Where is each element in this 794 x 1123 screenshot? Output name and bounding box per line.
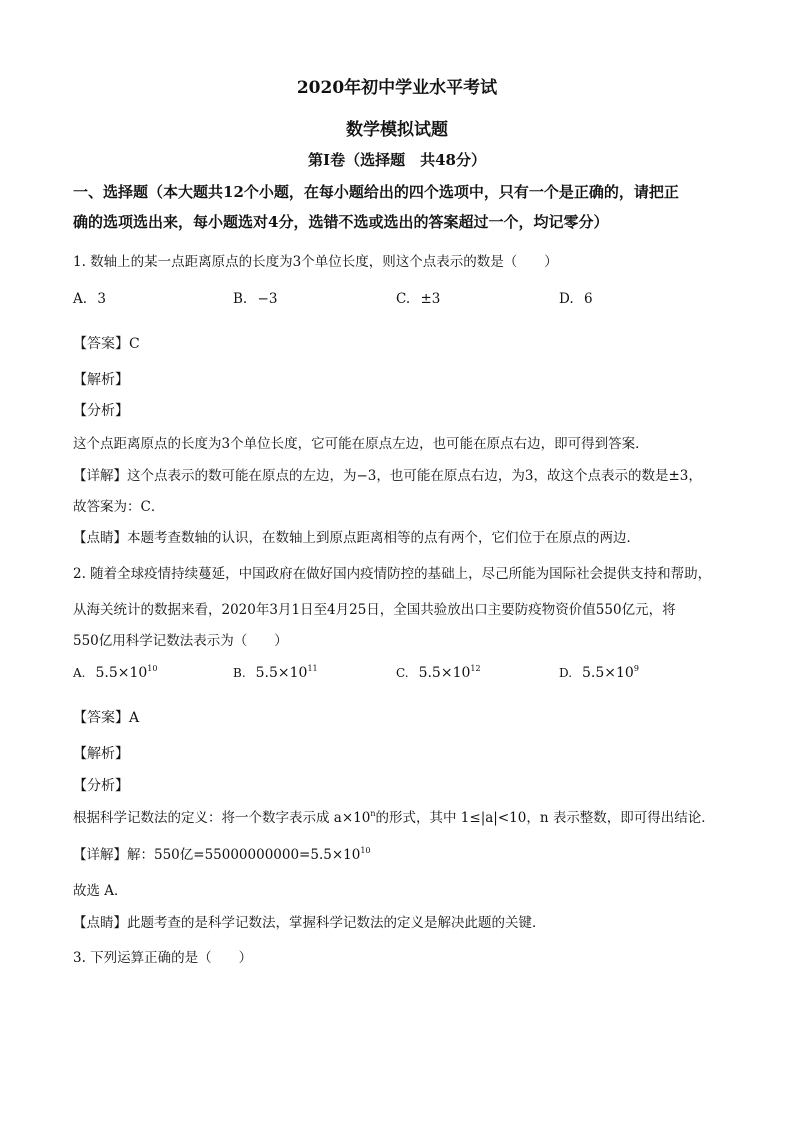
question-1-option-b: [233, 291, 277, 307]
xiangjie-text: 这个点表示的数可能在原点的左边，为−3，也可能在原点右边，为3，故这个点表示的数是±3，: [127, 468, 702, 484]
option-exponent: 10: [147, 664, 158, 673]
question-1-xiangjie: [73, 464, 702, 484]
option-exponent: 9: [633, 664, 639, 673]
exam-title: 2020年初中学业水平考试: [296, 78, 498, 98]
option-value: 6: [583, 291, 593, 307]
answer-value: A: [129, 710, 140, 726]
option-base: 5.5×10: [255, 665, 308, 681]
option-exponent: 11: [307, 664, 318, 673]
fenxi-post: 的形式，其中 1≤|a|<10，n 表示整数，即可得出结论．: [375, 810, 715, 826]
question-1-fenxi: 这个点距离原点的长度为3个单位长度，它可能在原点左边，也可能在原点右边，即可得到答案．: [73, 436, 649, 452]
question-1-dianjing: [73, 526, 640, 546]
question-1-stem: 1. 数轴上的某一点距离原点的长度为3个单位长度，则这个点表示的数是（ ）: [73, 254, 558, 270]
answer-tag: 【答案】: [73, 336, 129, 352]
question-2-option-a: [73, 665, 157, 681]
xiangjie-tag: 【详解】: [73, 847, 127, 863]
option-exponent: 12: [470, 664, 481, 673]
question-2-fenxi-tag: 【分析】: [73, 778, 129, 794]
option-letter: D.: [559, 666, 573, 680]
question-2-dianjing: [73, 911, 546, 931]
option-letter: C.: [396, 666, 409, 680]
option-base: 5.5×10: [95, 665, 148, 681]
question-1-option-d: [559, 291, 593, 307]
option-letter: A.: [73, 666, 86, 680]
question-2-xiangjie-conclusion: 故选 A．: [73, 883, 128, 899]
section-instruction-line2: 确的选项选出来，每小题选对4分，选错不选或选出的答案超过一个，均记零分）: [73, 213, 609, 231]
question-1-option-a: [73, 291, 106, 307]
xiangjie-text: 解：550亿=55000000000=5.5×10: [127, 847, 361, 863]
option-base: 5.5×10: [582, 665, 634, 681]
question-1-jiexi-tag: 【解析】: [73, 372, 129, 388]
question-1-answer: [73, 333, 140, 353]
xiangjie-tag: 【详解】: [73, 468, 127, 484]
option-letter: A.: [73, 291, 88, 307]
question-1-option-c: [396, 291, 440, 307]
answer-value: C: [129, 336, 140, 352]
section-instruction-line1: 一、选择题（本大题共12个小题，在每小题给出的四个选项中，只有一个是正确的，请把正: [73, 183, 679, 201]
dianjing-tag: 【点睛】: [73, 530, 127, 546]
fenxi-pre: 根据科学记数法的定义：将一个数字表示成 a×10: [73, 810, 371, 826]
option-letter: B.: [233, 666, 246, 680]
question-2-stem-line2: 从海关统计的数据来看，2020年3月1日至4月25日，全国共验放出口主要防疫物资价值550亿元，将: [73, 602, 676, 618]
option-value: −3: [257, 291, 278, 307]
dianjing-tag: 【点睛】: [73, 915, 127, 931]
question-2-stem-line1: 2. 随着全球疫情持续蔓延，中国政府在做好国内疫情防控的基础上，尽己所能为国际社会提供支持和帮助，: [73, 566, 712, 582]
question-2-option-b: [233, 665, 318, 681]
question-2-option-d: [559, 665, 639, 681]
option-letter: D.: [559, 291, 574, 307]
question-3-stem: 3. 下列运算正确的是（ ）: [73, 950, 253, 966]
question-2-answer: [73, 707, 139, 727]
question-2-xiangjie: [73, 843, 371, 863]
xiangjie-sup: 10: [360, 846, 371, 855]
option-base: 5.5×10: [418, 665, 471, 681]
question-1-xiangjie-conclusion: 故答案为：C．: [73, 499, 165, 515]
option-letter: C.: [396, 291, 411, 307]
question-2-jiexi-tag: 【解析】: [73, 746, 129, 762]
option-value: ±3: [420, 291, 441, 307]
part-heading: 第Ⅰ卷（选择题 共48分）: [308, 151, 486, 169]
fenxi-sup: n: [370, 809, 376, 818]
exam-subtitle: 数学模拟试题: [346, 120, 448, 140]
question-2-stem-line3: 550亿用科学记数法表示为（ ）: [73, 633, 288, 649]
dianjing-text: 此题考查的是科学记数法，掌握科学记数法的定义是解决此题的关键．: [127, 915, 546, 931]
question-2-option-c: [396, 665, 481, 681]
answer-tag: 【答案】: [73, 710, 129, 726]
option-letter: B.: [233, 291, 248, 307]
dianjing-text: 本题考查数轴的认识，在数轴上到原点距离相等的点有两个，它们位于在原点的两边．: [127, 530, 640, 546]
option-value: 3: [97, 291, 106, 307]
question-2-fenxi: [73, 806, 715, 826]
question-1-fenxi-tag: 【分析】: [73, 403, 129, 419]
